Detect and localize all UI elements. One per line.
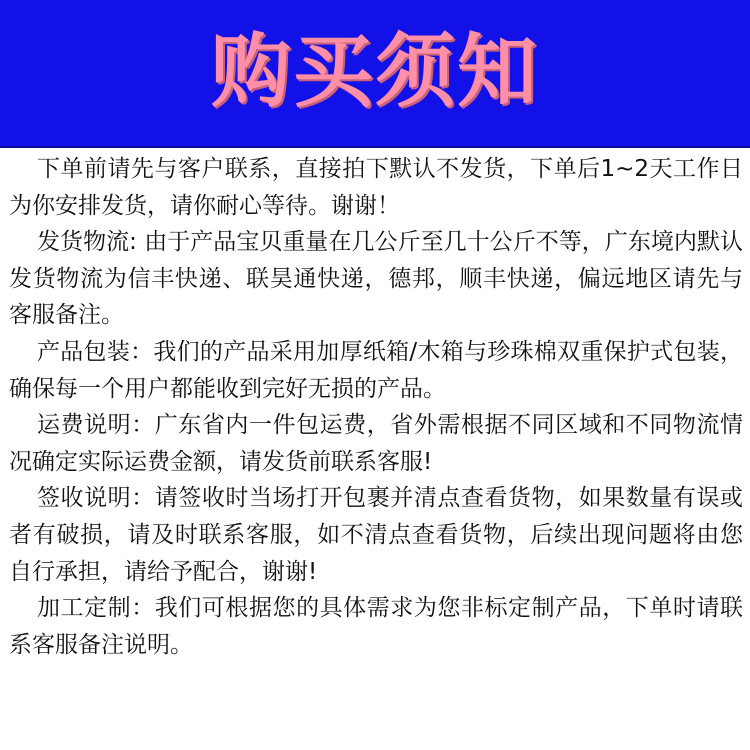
notice-body xyxy=(9,151,743,663)
paragraph-customization: 加工定制：我们可根据您的具体需求为您非标定制产品，下单时请联系客服备注说明。 xyxy=(9,595,743,658)
paragraph-receipt: 签收说明：请签收时当场打开包裹并清点查看货物，如果数量有误或者有破损，请及时联系客服，如不清点查看货物，后续出现问题将由您自行承担，请给予配合，谢谢! xyxy=(9,485,743,585)
paragraph-freight: 运费说明：广东省内一件包运费，省外需根据不同区域和不同物流情况确定实际运费金额，请发货前联系客服! xyxy=(9,412,743,475)
paragraph-packaging: 产品包装：我们的产品采用加厚纸箱/木箱与珍珠棉双重保护式包装，确保每一个用户都能收到完好无损的产品。 xyxy=(9,338,743,402)
paragraph-shipping: 发货物流: 由于产品宝贝重量在几公斤至几十公斤不等，广东境内默认发货物流为信丰快递、联昊通快递，德邦，顺丰快递，偏远地区请先与客服备注。 xyxy=(9,229,743,329)
header-banner xyxy=(0,0,750,148)
paragraph-ordering: 下单前请先与客户联系，直接拍下默认不发货，下单后1~2天工作日为你安排发货，请你耐心等待。谢谢！ xyxy=(9,156,743,219)
page-title: 购买须知 xyxy=(211,25,539,118)
